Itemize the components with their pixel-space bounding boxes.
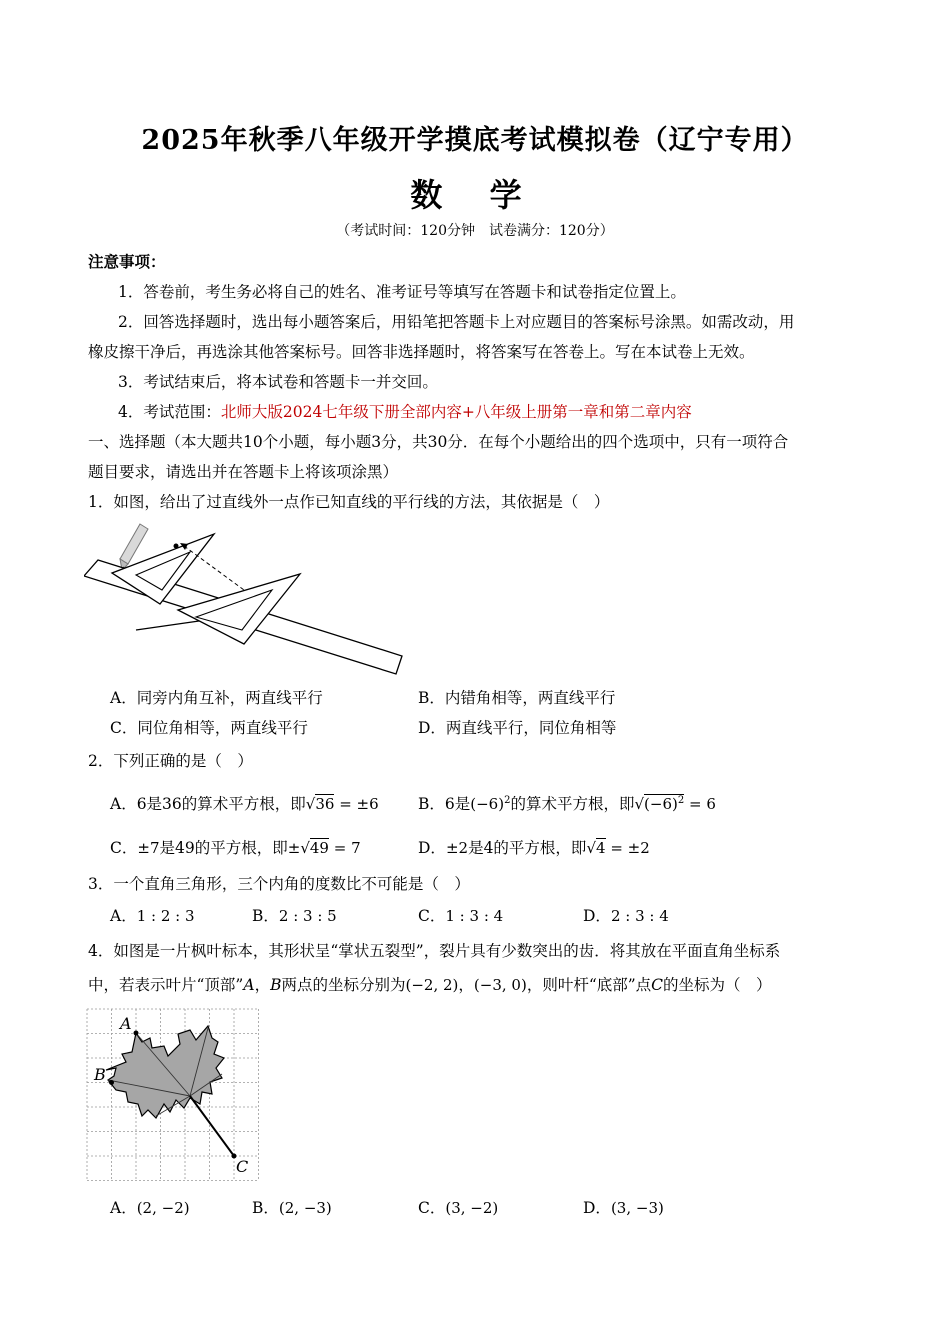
note-item-2a: 2．回答选择题时，选出每小题答案后，用铅笔把答题卡上对应题目的答案标号涂黑。如需改动，用 — [118, 313, 795, 331]
q2-stem: 2．下列正确的是（ ） — [88, 752, 253, 770]
point-a — [134, 1031, 139, 1036]
q3-c-value: 1 : 3 : 4 — [445, 907, 504, 925]
q4-c-value: (3, −2) — [445, 1199, 499, 1217]
q4-line-2-b: 两点的坐标分别为 — [281, 976, 406, 994]
q4-c-label: C． — [418, 1199, 446, 1217]
sqrt-icon: √ — [300, 839, 310, 857]
q4-point-b: B — [270, 976, 282, 994]
q4-a-label: A． — [110, 1199, 137, 1217]
q3-b-label: B． — [252, 907, 279, 925]
label-a: A — [120, 1014, 132, 1033]
q4-point-c: C — [651, 976, 664, 994]
q2-c-label: C． — [110, 839, 138, 857]
note-item-4 — [118, 400, 692, 422]
q2-d-tail: = ±2 — [610, 839, 650, 857]
q4-sep: ， — [458, 976, 474, 994]
q4-a-value: (2, −2) — [136, 1199, 190, 1217]
q4-b-label: B． — [252, 1199, 279, 1217]
q2-b-radicand: (−6) — [644, 795, 678, 813]
sqrt-icon: √ — [634, 795, 645, 813]
notes-heading: 注意事项： — [88, 252, 166, 271]
q3-b-value: 2 : 3 : 5 — [278, 907, 337, 925]
q2-option-c[interactable] — [110, 836, 361, 858]
q2-a-math — [306, 794, 379, 813]
time-info: （考试时间：120分钟 试卷满分：120分） — [336, 223, 614, 239]
q4-coord-b: (−3, 0) — [473, 976, 527, 994]
q1-figure — [84, 518, 410, 678]
q4-point-a: A — [243, 976, 255, 994]
q2-b-sup-2: 2 — [677, 795, 685, 806]
q2-d-radicand: 4 — [596, 839, 606, 857]
q2-option-a[interactable] — [110, 792, 379, 814]
section-1-line-2: 题目要求，请选出并在答题卡上将该项涂黑） — [88, 463, 399, 481]
q2-a-tail: = ±6 — [339, 795, 379, 813]
q4-d-label: D． — [583, 1199, 611, 1217]
q2-b-text-1: B．6是 — [418, 795, 471, 813]
section-1-line-1: 一、选择题（本大题共10个小题，每小题3分，共30分．在每个小题给出的四个选项中，只有一项符合 — [88, 433, 789, 451]
q4-option-b[interactable] — [252, 1196, 332, 1218]
q4-figure — [86, 1008, 264, 1186]
subject-title: 数 学 — [410, 176, 540, 214]
q1-option-d[interactable]: D．两直线平行，同位角相等 — [418, 719, 617, 737]
q2-d-math-2 — [586, 838, 649, 857]
q1-option-a[interactable]: A．同旁内角互补，两直线平行 — [110, 689, 323, 707]
q3-a-value: 1 : 2 : 3 — [136, 907, 195, 925]
q1-stem: 1．如图，给出了过直线外一点作已知直线的平行线的方法，其依据是（ ） — [88, 493, 610, 511]
q4-comma: ， — [254, 976, 271, 994]
q3-option-c[interactable] — [418, 904, 503, 926]
leaf-stem — [190, 1096, 234, 1156]
note-item-3: 3．考试结束后，将本试卷和答题卡一并交回。 — [118, 373, 438, 391]
q3-d-value: 2 : 3 : 4 — [610, 907, 669, 925]
q2-c-pm: ± — [287, 839, 301, 857]
q3-c-label: C． — [418, 907, 446, 925]
q3-stem: 3．一个直角三角形，三个内角的度数比不可能是（ ） — [88, 875, 470, 893]
q1-option-b[interactable]: B．内错角相等，两直线平行 — [418, 689, 616, 707]
point-b — [109, 1080, 114, 1085]
note-item-1: 1．答卷前，考生务必将自己的姓名、准考证号等填写在答题卡和试卷指定位置上。 — [118, 283, 686, 301]
q2-b-tail: = 6 — [689, 795, 716, 813]
q4-line-1: 4．如图是一片枫叶标本，其形状呈“掌状五裂型”，裂片具有少数突出的齿．将其放在平面直角坐标系 — [88, 942, 781, 960]
label-b: B — [94, 1065, 106, 1084]
q4-option-a[interactable] — [110, 1196, 190, 1218]
point — [174, 544, 179, 549]
q2-c-math-2 — [288, 838, 361, 857]
q2-b-text-2: 的算术平方根，即 — [510, 795, 635, 813]
note-item-4-prefix: 4．考试范围： — [118, 403, 221, 421]
q4-line-2-a: 中，若表示叶片“顶部” — [88, 976, 244, 994]
q2-c-tail: = 7 — [333, 839, 361, 857]
q2-b-sup-1: 2 — [504, 794, 511, 806]
q2-b-math-2 — [634, 794, 715, 813]
page-title: 2025年秋季八年级开学摸底考试模拟卷（辽宁专用） — [141, 125, 809, 156]
q4-d-value: (3, −3) — [610, 1199, 664, 1217]
q2-c-text: 是49的平方根，即 — [159, 839, 288, 857]
q2-a-radicand: 36 — [315, 795, 335, 813]
note-item-2b: 橡皮擦干净后，再选涂其他答案标号。回答非选择题时，将答案写在答卷上。写在本试卷上无效。 — [88, 343, 755, 361]
q4-line-2-c: ，则叶杆“底部”点 — [526, 976, 652, 994]
q2-d-math-1: ±2 — [445, 839, 469, 857]
q2-c-math-1: ±7 — [137, 839, 160, 857]
maple-leaf-icon — [106, 1026, 224, 1118]
q4-coord-a: (−2, 2) — [405, 976, 459, 994]
q1-option-c[interactable]: C．同位角相等，两直线平行 — [110, 719, 308, 737]
q2-b-math-1: (−6) — [470, 795, 505, 813]
label-c: C — [236, 1157, 249, 1176]
q2-c-radicand: 49 — [309, 839, 329, 857]
q3-option-b[interactable] — [252, 904, 337, 926]
q2-d-text: 是4的平方根，即 — [468, 839, 587, 857]
q2-option-d[interactable] — [418, 836, 650, 858]
q4-line-2 — [88, 973, 772, 995]
q3-a-label: A． — [110, 907, 137, 925]
q4-option-c[interactable] — [418, 1196, 498, 1218]
q2-option-b[interactable] — [418, 792, 716, 814]
sqrt-icon: √ — [305, 795, 316, 813]
q4-option-d[interactable] — [583, 1196, 664, 1218]
sqrt-icon: √ — [586, 839, 596, 857]
exam-range: 北师大版2024七年级下册全部内容+八年级上册第一章和第二章内容 — [220, 403, 692, 421]
q3-d-label: D． — [583, 907, 611, 925]
q2-a-text: A．6是36的算术平方根，即 — [110, 795, 306, 813]
q4-line-2-d: 的坐标为（ ） — [663, 976, 772, 994]
q3-option-a[interactable] — [110, 904, 195, 926]
q4-b-value: (2, −3) — [278, 1199, 332, 1217]
q2-d-label: D． — [418, 839, 446, 857]
q3-option-d[interactable] — [583, 904, 669, 926]
